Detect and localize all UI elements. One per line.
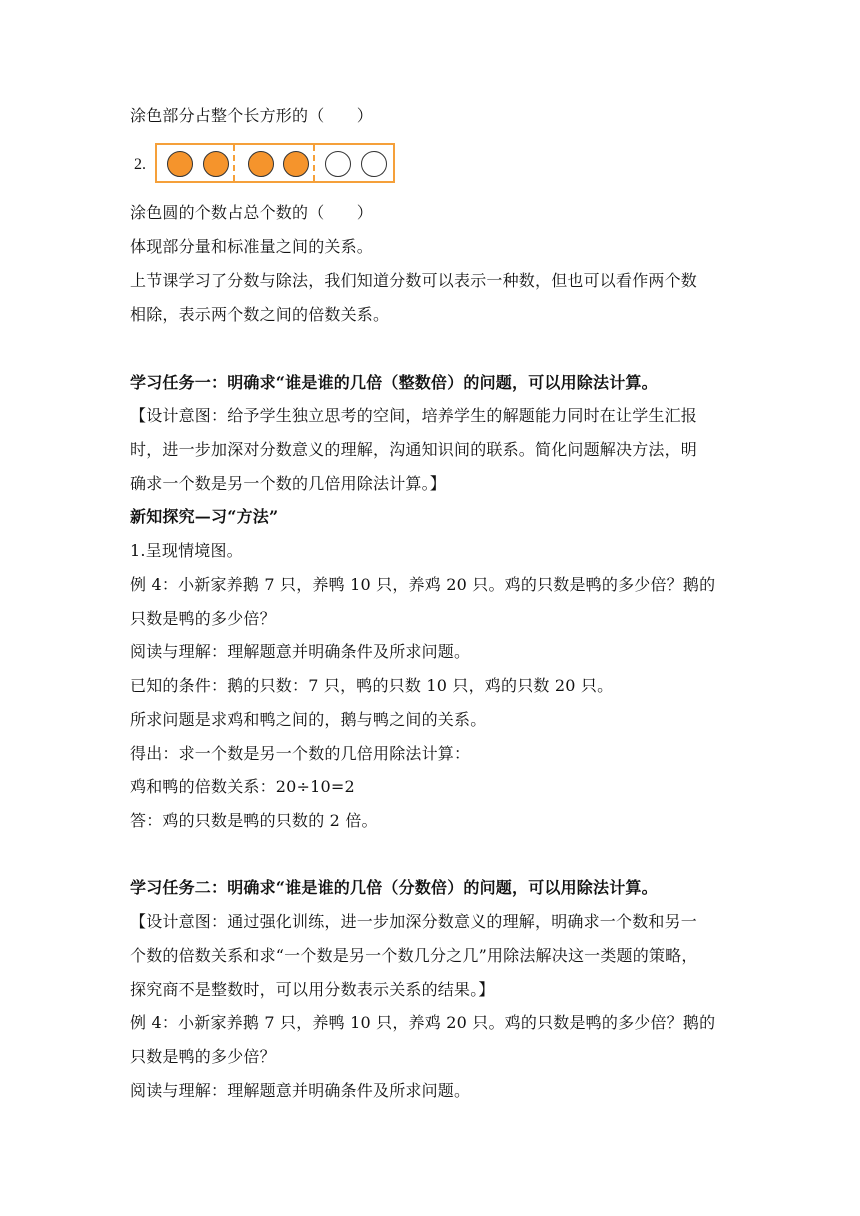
design-intent-2: 【设计意图：通过强化训练，进一步加深分数意义的理解，明确求一个数和另一 — [130, 912, 698, 931]
paragraph-line: 1.呈现情境图。 — [130, 541, 243, 560]
paragraph-line: 阅读与理解：理解题意并明确条件及所求问题。 — [130, 1081, 471, 1100]
example-text: 例 4：小新家养鹅 7 只，养鸭 10 只，养鸡 20 只。鸡的只数是鸭的多少倍？鹅的 — [130, 575, 716, 594]
figure-number: 2. — [134, 156, 146, 173]
paragraph-line: 相除，表示两个数之间的倍数关系。 — [130, 305, 390, 324]
design-intent-1: 时，进一步加深对分数意义的理解，沟通知识间的联系。简化问题解决方法，明 — [130, 440, 698, 459]
task-1-heading: 学习任务一：明确求“谁是谁的几倍（整数倍）的问题，可以用除法计算。 — [130, 373, 658, 392]
example-text: 只数是鸭的多少倍？ — [130, 1047, 276, 1066]
example-text: 例 4：小新家养鹅 7 只，养鸭 10 只，养鸡 20 只。鸡的只数是鸭的多少倍？鹅的 — [130, 1013, 716, 1032]
paragraph-line: 体现部分量和标准量之间的关系。 — [130, 237, 374, 256]
empty-circle — [361, 151, 387, 177]
empty-circle — [325, 151, 351, 177]
section-heading: 新知探究—习“方法” — [130, 507, 279, 526]
design-intent-2: 探究商不是整数时，可以用分数表示关系的结果。】 — [130, 980, 495, 999]
answer-line: 答：鸡的只数是鸭的只数的 2 倍。 — [130, 811, 378, 830]
paragraph-line: 所求问题是求鸡和鸭之间的，鹅与鸭之间的关系。 — [130, 710, 487, 729]
paragraph-line: 阅读与理解：理解题意并明确条件及所求问题。 — [130, 642, 471, 661]
question-2-prompt: 涂色圆的个数占总个数的（ ） — [130, 203, 374, 222]
example-text: 只数是鸭的多少倍？ — [130, 609, 276, 628]
design-intent-2: 个数的倍数关系和求“一个数是另一个数几分之几”用除法解决这一类题的策略， — [130, 946, 698, 965]
filled-circle — [203, 151, 229, 177]
task-2-heading: 学习任务二：明确求“谁是谁的几倍（分数倍）的问题，可以用除法计算。 — [130, 878, 658, 897]
paragraph-line: 得出：求一个数是另一个数的几倍用除法计算： — [130, 744, 471, 763]
question-1-prompt: 涂色部分占整个长方形的（ ） — [130, 106, 374, 125]
design-intent-1: 确求一个数是另一个数的几倍用除法计算。】 — [130, 474, 447, 493]
paragraph-line: 已知的条件：鹅的只数：7 只，鸭的只数 10 只，鸡的只数 20 只。 — [130, 676, 614, 695]
filled-circle — [248, 151, 274, 177]
design-intent-1: 【设计意图：给予学生独立思考的空间，培养学生的解题能力同时在让学生汇报 — [130, 406, 698, 425]
dashed-divider — [313, 145, 315, 181]
circle-figure — [130, 143, 430, 187]
dashed-divider — [233, 145, 235, 181]
filled-circle — [283, 151, 309, 177]
paragraph-line: 鸡和鸭的倍数关系：20÷10=2 — [130, 777, 355, 796]
paragraph-line: 上节课学习了分数与除法，我们知道分数可以表示一种数，但也可以看作两个数 — [130, 271, 698, 290]
filled-circle — [167, 151, 193, 177]
circle-box — [155, 143, 395, 183]
